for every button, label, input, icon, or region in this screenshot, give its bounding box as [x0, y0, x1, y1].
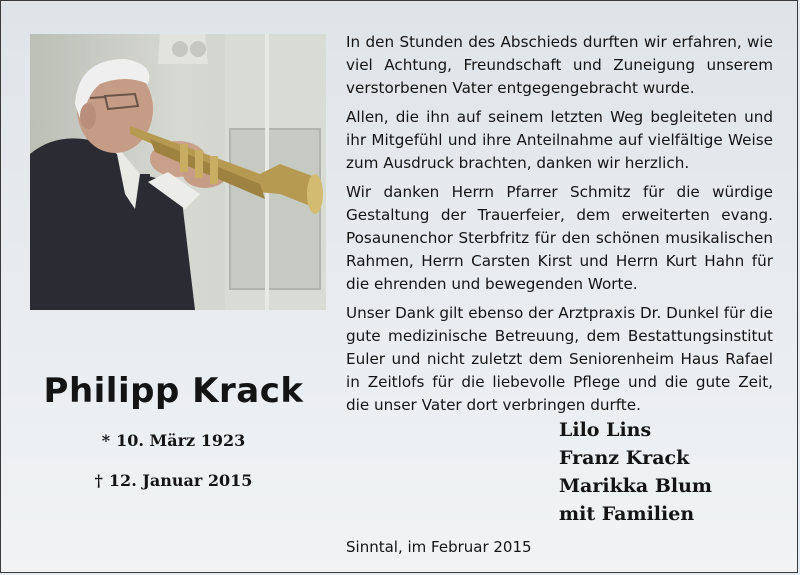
birth-date-line: [1, 431, 346, 450]
signature-line: Franz Krack: [559, 447, 690, 469]
paragraph: Unser Dank gilt ebenso der Arztpraxis Dr. Dunkel für die gute medizinische Betreuung, dem Bestattungsinstitut Euler und nicht zuletzt dem Seniorenheim Haus Rafael in Zeitlofs für die liebevolle Pflege und die gute Zeit, die unser Vater dort verbringen durfte.: [346, 304, 773, 414]
paragraph: Wir danken Herrn Pfarrer Schmitz für die würdige Gestaltung der Trauerfeier, dem erweiterten evang. Posaunenchor Sterbfritz für den schönen musikalischen Rahmen, Herrn Carsten Kirst und Herrn Kurt Hahn für die ehrenden und bewegenden Worte.: [346, 183, 773, 293]
deceased-name: Philipp Krack: [43, 371, 304, 411]
paragraph: In den Stunden des Abschieds durften wir erfahren, wie viel Achtung, Freundschaft und Zuneigung unserem verstorbenen Vater entgegengebracht wurde.: [346, 33, 773, 97]
portrait-photo: [30, 34, 326, 310]
thank-you-text: [346, 31, 773, 423]
birth-date: 10. März 1923: [116, 431, 246, 450]
death-cross-icon: †: [94, 471, 103, 490]
paragraph: Allen, die ihn auf seinem letzten Weg begleiteten und ihr Mitgefühl und ihre Anteilnahme auf vielfältige Weise zum Ausdruck brachten, danken wir herzlich.: [346, 108, 773, 172]
death-date: 12. Januar 2015: [108, 471, 253, 490]
signature-line: Marikka Blum: [559, 475, 713, 497]
trumpet-player-image: [30, 34, 326, 310]
death-date-line: [1, 471, 346, 490]
place-and-date: Sinntal, im Februar 2015: [346, 538, 532, 556]
birth-star-icon: *: [101, 431, 111, 450]
signature-line: Lilo Lins: [559, 419, 652, 441]
signature-line: mit Familien: [559, 503, 695, 525]
signatures: [559, 416, 712, 528]
